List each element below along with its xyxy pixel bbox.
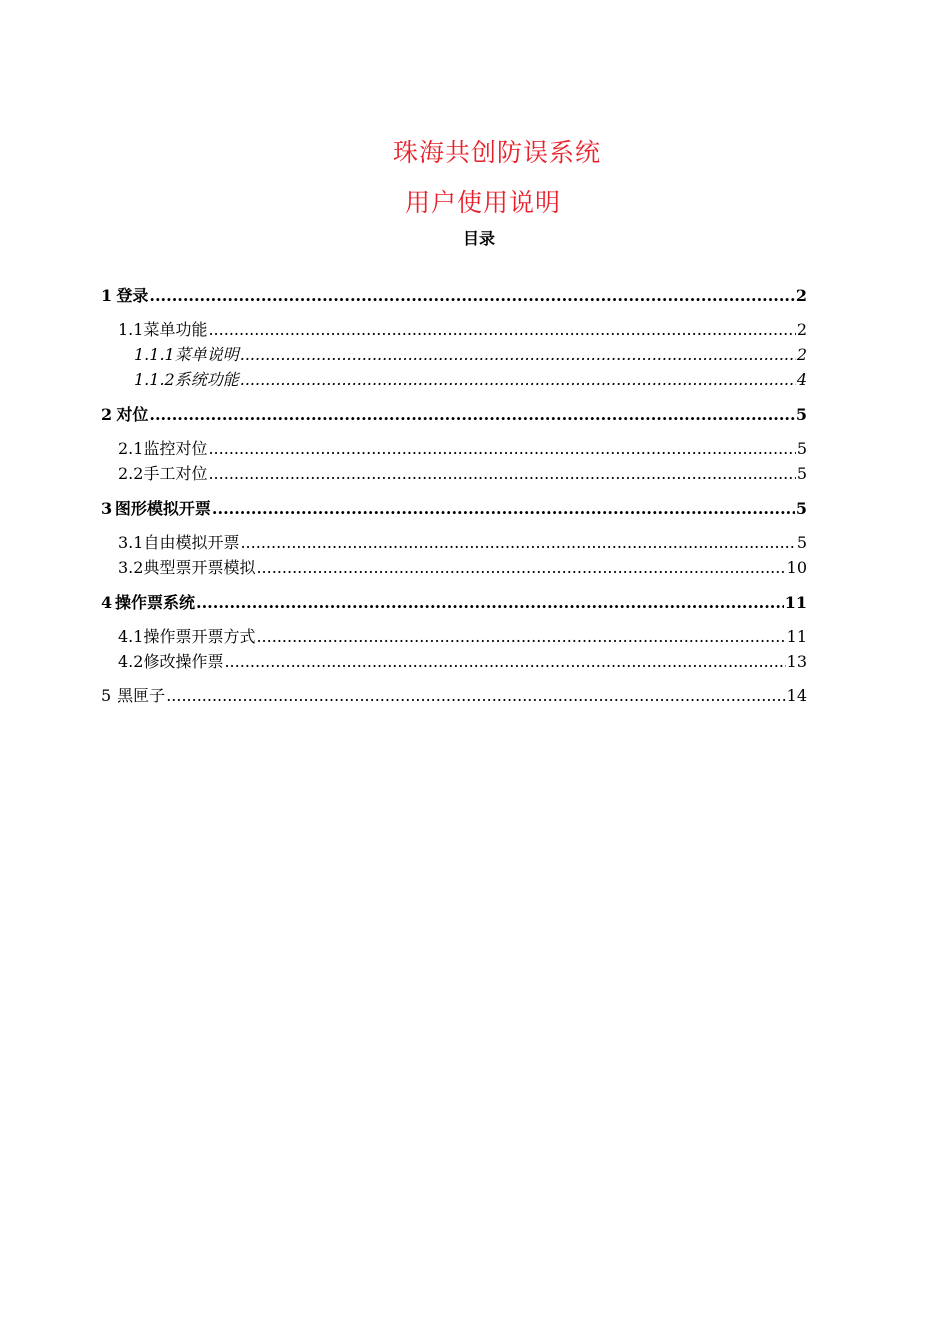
toc-entry[interactable] xyxy=(118,652,807,672)
toc-entry-label: 修改操作票 xyxy=(143,652,224,671)
toc-entry-page: 4 xyxy=(796,370,807,389)
toc-entry-label: 菜单说明 xyxy=(174,345,239,364)
toc-entry-number: 3.2 xyxy=(118,558,144,577)
toc-entry-number: 2.2 xyxy=(118,464,144,483)
toc-entry-number: 1 xyxy=(101,286,113,305)
toc-entry-page: 5 xyxy=(796,533,807,552)
toc-entry-label: 对位 xyxy=(116,405,149,424)
toc-leader-dots xyxy=(208,439,795,459)
toc-entry-number: 4 xyxy=(101,593,113,612)
toc-entry-label: 操作票开票方式 xyxy=(143,627,256,646)
toc-entry[interactable] xyxy=(118,558,807,578)
toc-entry-label: 典型票开票模拟 xyxy=(143,558,256,577)
toc-leader-dots xyxy=(240,370,796,390)
toc-entry-label: 手工对位 xyxy=(143,464,208,483)
document-subtitle: 用户使用说明 xyxy=(404,188,561,217)
toc-entry-page: 13 xyxy=(786,652,807,671)
document-title: 珠海共创防误系统 xyxy=(392,138,601,167)
toc-entry-label: 图形模拟开票 xyxy=(114,499,211,518)
toc-entry-page: 5 xyxy=(795,405,807,424)
toc-entry[interactable] xyxy=(118,533,807,553)
toc-leader-dots xyxy=(166,686,785,706)
toc-entry-page: 5 xyxy=(795,499,807,518)
toc-leader-dots xyxy=(224,652,785,672)
toc-leader-dots xyxy=(256,558,785,578)
toc-entry-label: 菜单功能 xyxy=(143,320,208,339)
toc-entry-label: 操作票系统 xyxy=(115,593,196,612)
toc-entry-page: 5 xyxy=(796,439,807,458)
toc-heading: 目录 xyxy=(462,229,495,248)
toc-entry-number: 5 xyxy=(101,686,112,705)
toc-entry-label: 登录 xyxy=(116,286,149,305)
toc-entry-label: 自由模拟开票 xyxy=(143,533,240,552)
toc-entry-number: 2 xyxy=(101,405,113,424)
toc-leader-dots xyxy=(212,499,795,519)
toc-entry-page: 11 xyxy=(784,593,807,612)
toc-entry-number: 3.1 xyxy=(118,533,144,552)
toc-entry-number: 1.1.1 xyxy=(134,345,175,364)
toc-entry-number: 3 xyxy=(101,499,113,518)
toc-entry[interactable] xyxy=(134,345,807,365)
toc-entry[interactable] xyxy=(118,627,807,647)
toc-entry[interactable] xyxy=(118,320,807,340)
toc-leader-dots xyxy=(149,286,794,306)
toc-entry[interactable] xyxy=(118,439,807,459)
toc-entry-label: 监控对位 xyxy=(143,439,208,458)
toc-entry[interactable] xyxy=(101,286,807,306)
toc-entry[interactable] xyxy=(101,686,807,706)
toc-entry[interactable] xyxy=(134,370,807,390)
toc-entry-label: 黑匣子 xyxy=(117,686,166,705)
toc-leader-dots xyxy=(208,464,795,484)
toc-entry[interactable] xyxy=(101,499,807,519)
toc-entry-page: 14 xyxy=(786,686,807,705)
toc-entry-number: 1.1.2 xyxy=(134,370,175,389)
toc-entry-page: 11 xyxy=(786,627,807,646)
toc-leader-dots xyxy=(208,320,795,340)
toc-leader-dots xyxy=(256,627,785,647)
toc-leader-dots xyxy=(240,533,795,553)
toc-entry-number: 2.1 xyxy=(118,439,144,458)
toc-entry-page: 2 xyxy=(796,345,807,364)
toc-entry[interactable] xyxy=(101,593,807,613)
toc-leader-dots xyxy=(240,345,796,365)
toc-entry-page: 5 xyxy=(796,464,807,483)
toc-entry-page: 10 xyxy=(786,558,807,577)
toc-leader-dots xyxy=(196,593,784,613)
toc-entry-page: 2 xyxy=(796,320,807,339)
toc-entry-number: 4.2 xyxy=(118,652,144,671)
toc-leader-dots xyxy=(149,405,794,425)
toc-entry-number: 1.1 xyxy=(118,320,144,339)
toc-entry-label: 系统功能 xyxy=(174,370,239,389)
toc-entry-number: 4.1 xyxy=(118,627,144,646)
toc-entry-page: 2 xyxy=(795,286,807,305)
toc-entry[interactable] xyxy=(118,464,807,484)
toc-entry[interactable] xyxy=(101,405,807,425)
